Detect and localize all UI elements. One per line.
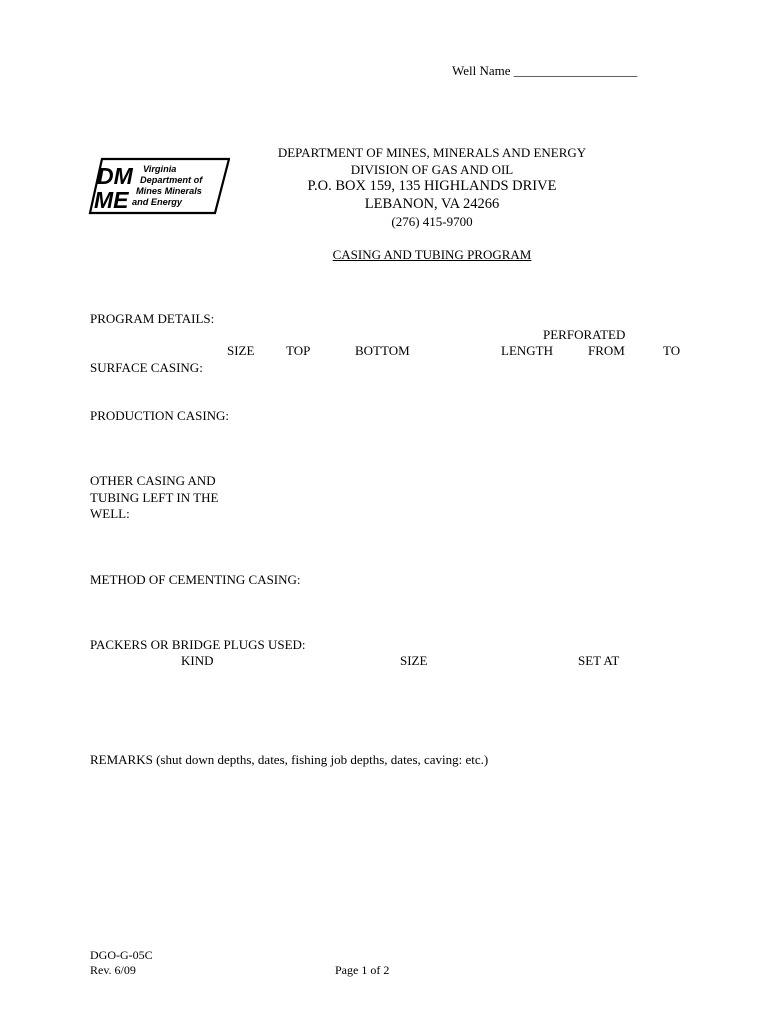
department-name: DEPARTMENT OF MINES, MINERALS AND ENERGY bbox=[277, 145, 587, 160]
division-name: DIVISION OF GAS AND OIL bbox=[350, 162, 514, 177]
remarks-label: REMARKS (shut down depths, dates, fishing job depths, dates, caving: etc.) bbox=[90, 752, 489, 767]
other-casing-label bbox=[90, 473, 218, 523]
mailing-address: P.O. BOX 159, 135 HIGHLANDS DRIVE bbox=[307, 178, 557, 194]
logo-mark-top: DM bbox=[97, 163, 133, 189]
packers-label: PACKERS OR BRIDGE PLUGS USED: bbox=[90, 637, 306, 652]
well-name-field[interactable]: Well Name ___________________ bbox=[452, 63, 638, 78]
logo-line-2: Department of bbox=[140, 175, 203, 185]
other-casing-line-1: OTHER CASING AND bbox=[90, 473, 216, 488]
revision-date: Rev. 6/09 bbox=[90, 963, 136, 977]
column-top: TOP bbox=[286, 343, 311, 358]
column-bottom: BOTTOM bbox=[355, 343, 410, 358]
cementing-method-label: METHOD OF CEMENTING CASING: bbox=[90, 572, 301, 587]
other-casing-line-2: TUBING LEFT IN THE bbox=[90, 489, 219, 505]
dmme-logo bbox=[88, 156, 230, 216]
packers-kind-column: KIND bbox=[181, 653, 214, 668]
logo-line-1: Virginia bbox=[143, 164, 177, 174]
logo-line-4: and Energy bbox=[132, 197, 183, 207]
form-title: CASING AND TUBING PROGRAM bbox=[332, 247, 532, 262]
page-number: Page 1 of 2 bbox=[335, 963, 390, 977]
logo-mark-bottom: ME bbox=[94, 187, 129, 213]
perforated-header: PERFORATED bbox=[543, 327, 626, 342]
column-to: TO bbox=[663, 343, 681, 358]
phone-number: (276) 415-9700 bbox=[391, 214, 473, 229]
logo-line-3: Mines Minerals bbox=[136, 186, 202, 196]
column-length: LENGTH bbox=[501, 343, 553, 358]
column-from: FROM bbox=[588, 343, 625, 358]
surface-casing-label: SURFACE CASING: bbox=[90, 360, 203, 375]
other-casing-line-3: WELL: bbox=[90, 506, 130, 521]
production-casing-label: PRODUCTION CASING: bbox=[90, 408, 230, 423]
packers-size-column: SIZE bbox=[400, 653, 428, 668]
packers-set-at-column: SET AT bbox=[578, 653, 620, 668]
program-details-label: PROGRAM DETAILS: bbox=[90, 311, 215, 326]
form-id: DGO-G-05C bbox=[90, 948, 153, 962]
column-size: SIZE bbox=[227, 343, 255, 358]
city-state-zip: LEBANON, VA 24266 bbox=[364, 196, 500, 212]
